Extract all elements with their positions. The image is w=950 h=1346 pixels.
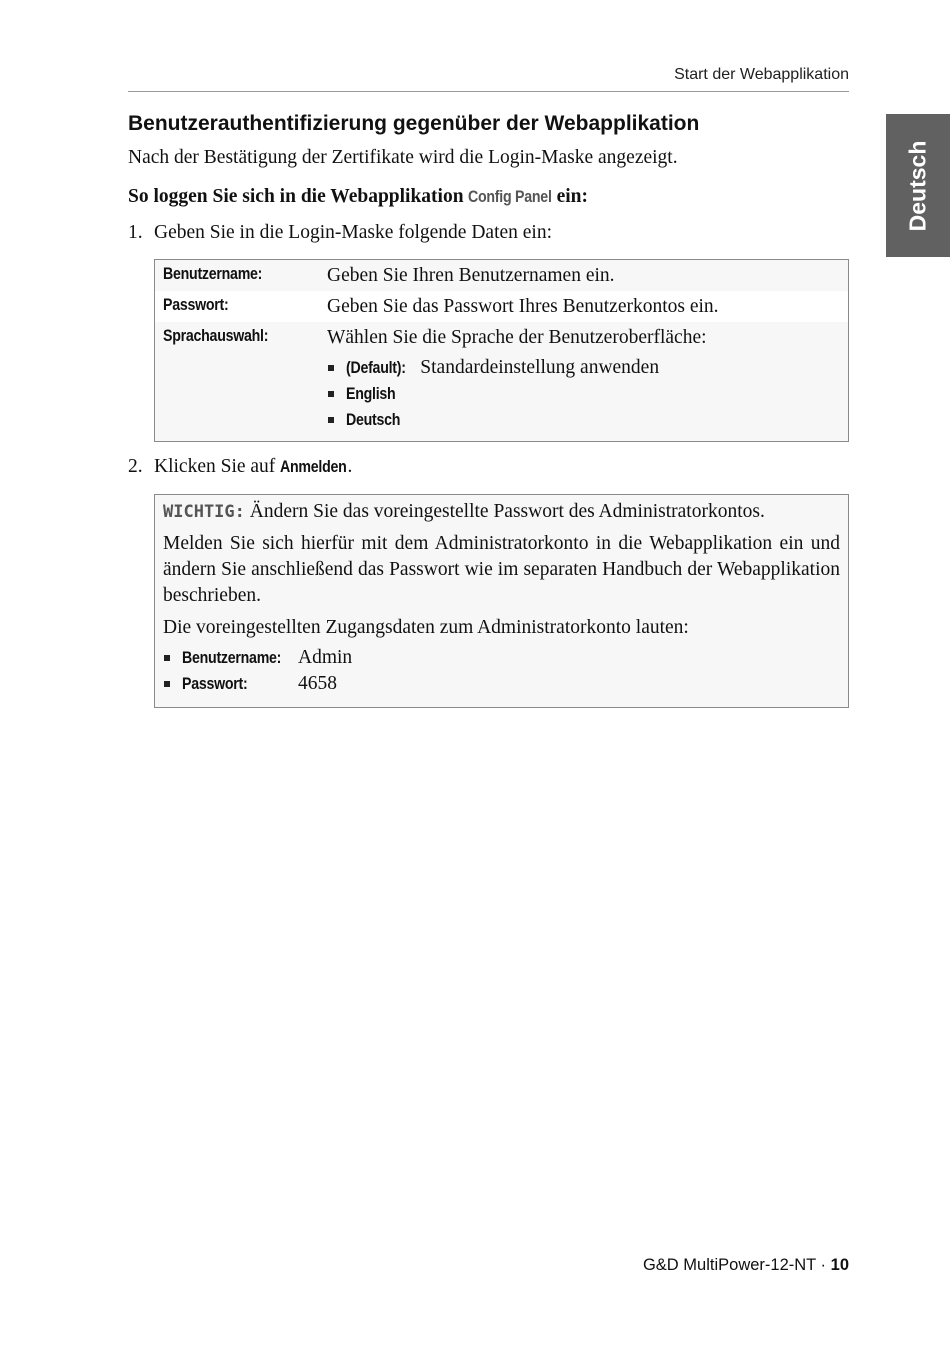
list-item (327, 407, 848, 433)
login-parameter-table (154, 259, 849, 442)
instruction-lead (128, 184, 849, 210)
step-text: Geben Sie in die Login-Maske folgende Daten ein: (154, 222, 553, 243)
credential-value: Admin (298, 647, 353, 668)
list-item (327, 355, 848, 381)
language-side-tab (886, 114, 950, 257)
running-header: Start der Webapplikation (674, 66, 849, 83)
app-name: Config Panel (468, 188, 553, 206)
param-row-language (155, 322, 848, 441)
footer-product: G&D MultiPower-12-NT · (642, 1256, 827, 1274)
option-label: Deutsch (346, 411, 401, 429)
param-key: Passwort: (163, 296, 229, 314)
important-label: WICHTIG: (163, 502, 245, 522)
param-key: Benutzername: (163, 265, 263, 283)
option-description: Standardeinstellung anwenden (420, 357, 660, 378)
option-label: English (346, 385, 396, 403)
step-number: 1. (128, 222, 143, 243)
list-item (163, 671, 840, 697)
credential-value: 4658 (298, 673, 337, 694)
page-footer (128, 1256, 849, 1275)
step-1 (128, 220, 849, 246)
note-paragraph: Die voreingestellten Zugangsdaten zum Administratorkonto lauten: (163, 617, 689, 638)
param-value: Geben Sie Ihren Benutzernamen ein. (327, 265, 615, 286)
lead-text: So loggen Sie sich in die Webapplikation (128, 186, 464, 207)
note-text: Ändern Sie das voreingestellte Passwort des Administratorkontos. (249, 501, 765, 522)
main-content (128, 108, 849, 708)
step-text-end: . (347, 456, 353, 477)
list-item (327, 381, 848, 407)
step-text: Klicken Sie auf (154, 456, 276, 477)
credential-key: Benutzername: (182, 649, 282, 667)
page-number: 10 (830, 1256, 849, 1274)
step-2 (128, 454, 849, 480)
language-options-list (327, 355, 848, 433)
param-value: Geben Sie das Passwort Ihres Benutzerkontos ein. (327, 296, 719, 317)
param-row-password (155, 291, 848, 322)
param-key: Sprachauswahl: (163, 327, 269, 345)
credential-key: Passwort: (182, 675, 248, 693)
param-row-username (155, 260, 848, 291)
list-item (163, 645, 840, 671)
credentials-list (163, 645, 840, 697)
step-number: 2. (128, 456, 143, 477)
important-note-box (154, 494, 849, 708)
param-value: Wählen Sie die Sprache der Benutzeroberfläche: (327, 327, 707, 348)
side-tab-label: Deutsch (904, 140, 931, 231)
note-first-line (163, 499, 840, 525)
note-paragraph: Melden Sie sich hierfür mit dem Administratorkonto in die Webapplikation ein und ändern Sie anschließend das Passwort wie im separaten Handbuch der Webapplikation beschrieben. (163, 533, 840, 606)
header-rule (128, 91, 849, 92)
intro-paragraph: Nach der Bestätigung der Zertifikate wird die Login-Maske angezeigt. (128, 147, 678, 168)
option-label: (Default): (346, 359, 406, 377)
login-button-reference: Anmelden (280, 458, 347, 476)
lead-text-end: ein: (556, 186, 588, 207)
section-heading: Benutzerauthentifizierung gegenüber der Webapplikation (128, 112, 700, 135)
